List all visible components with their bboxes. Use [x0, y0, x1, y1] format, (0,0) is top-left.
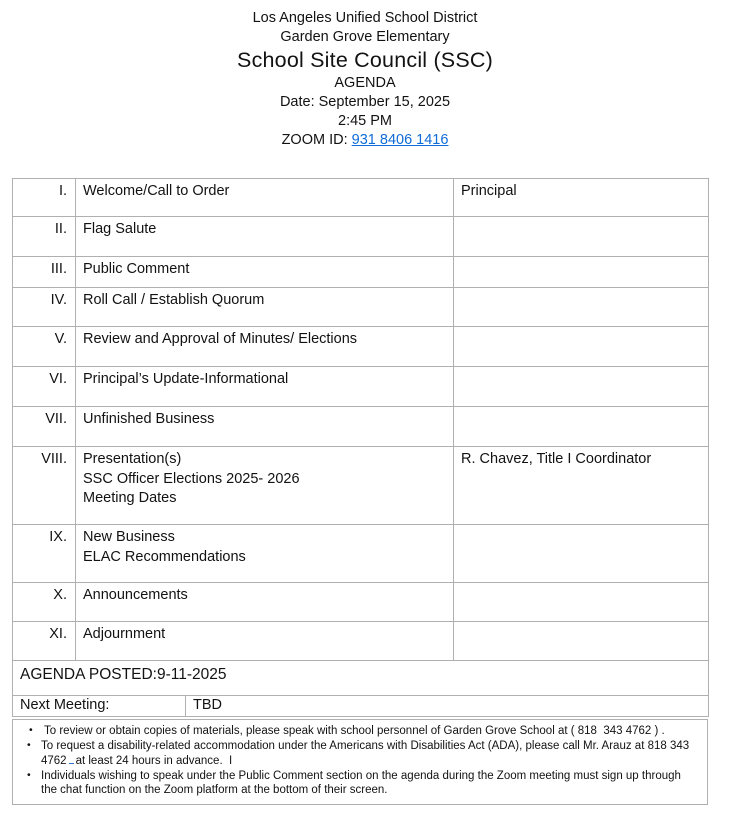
agenda-table	[12, 178, 709, 661]
agenda-footer-table	[12, 660, 709, 717]
agenda-item-presenter: R. Chavez, Title I Coordinator	[454, 447, 709, 525]
agenda-item-title: Roll Call / Establish Quorum	[83, 292, 265, 308]
hyperlink-space-artifact	[69, 753, 74, 764]
table-row	[13, 407, 709, 447]
zoom-id-link[interactable]: 931 8406 1416	[351, 132, 449, 148]
table-row	[13, 327, 709, 367]
note-text: To request a disability-related accommodation under the Americans with Disabilities Act (ADA), please call Mr. Arauz at 818 343 4762	[41, 739, 693, 768]
agenda-item-presenter	[454, 367, 709, 407]
next-meeting-value: TBD	[186, 696, 709, 717]
note-text: Individuals wishing to speak under the Public Comment section on the agenda during the Zoom meeting must sign up through the chat function on the Zoom platform at the bottom of their screen.	[41, 769, 685, 797]
footer-notes-box	[12, 719, 708, 805]
list-item	[13, 724, 707, 739]
document-header	[0, 0, 730, 150]
agenda-item-numeral: V.	[13, 327, 76, 367]
agenda-item-numeral: IX.	[13, 525, 76, 583]
school-name: Garden Grove Elementary	[280, 29, 450, 45]
agenda-item-subline: ELAC Recommendations	[83, 548, 246, 565]
table-row	[13, 525, 709, 583]
agenda-item-title: Public Comment	[83, 261, 190, 277]
note-text: To review or obtain copies of materials, please speak with school personnel of Garden Grove School at ( 818 343 4762 ) .	[44, 725, 665, 737]
agenda-item-title: Principal’s Update-Informational	[83, 371, 289, 387]
agenda-item-title: Unfinished Business	[83, 411, 215, 427]
agenda-item-title: Flag Salute	[83, 221, 157, 237]
agenda-item-numeral: XI.	[13, 622, 76, 661]
agenda-item-presenter	[454, 327, 709, 367]
table-row	[13, 367, 709, 407]
agenda-item-numeral: III.	[13, 257, 76, 288]
agenda-item-numeral: VII.	[13, 407, 76, 447]
district-name: Los Angeles Unified School District	[252, 10, 478, 26]
agenda-item-numeral: II.	[13, 217, 76, 257]
bullet-icon: •	[29, 724, 33, 736]
agenda-item-numeral: I.	[13, 179, 76, 217]
agenda-item-title: Adjournment	[83, 626, 166, 642]
agenda-item-title: Review and Approval of Minutes/ Elections	[83, 331, 358, 347]
agenda-item-subline: Meeting Dates	[83, 490, 177, 506]
table-row	[13, 288, 709, 327]
table-row	[13, 622, 709, 661]
table-row	[13, 661, 709, 696]
table-row	[13, 447, 709, 525]
agenda-posted-date: AGENDA POSTED:9-11-2025	[13, 661, 709, 696]
agenda-item-presenter	[454, 525, 709, 583]
agenda-item-numeral: VI.	[13, 367, 76, 407]
agenda-label: AGENDA	[334, 75, 396, 91]
next-meeting-label: Next Meeting:	[13, 696, 186, 717]
agenda-item-presenter	[454, 257, 709, 288]
table-row	[13, 583, 709, 622]
agenda-item-title: Presentation(s)	[83, 451, 182, 467]
note-text: at least 24 hours in advance. I	[75, 755, 233, 768]
agenda-item-numeral: VIII.	[13, 447, 76, 525]
bullet-icon: •	[27, 738, 31, 751]
list-item	[13, 739, 707, 769]
meeting-time: 2:45 PM	[338, 113, 392, 129]
table-row	[13, 696, 709, 717]
agenda-item-presenter: Principal	[454, 179, 709, 217]
agenda-item-presenter	[454, 288, 709, 327]
agenda-item-presenter	[454, 583, 709, 622]
table-row	[13, 217, 709, 257]
agenda-item-presenter	[454, 217, 709, 257]
agenda-item-title: New Business	[83, 529, 175, 545]
zoom-id-line	[0, 131, 730, 150]
table-row	[13, 257, 709, 288]
agenda-item-numeral: X.	[13, 583, 76, 622]
list-item	[13, 769, 707, 798]
agenda-item-title: Welcome/Call to Order	[83, 183, 230, 199]
agenda-item-subline: SSC Officer Elections 2025- 2026	[83, 470, 300, 487]
agenda-item-presenter	[454, 407, 709, 447]
meeting-date: Date: September 15, 2025	[279, 94, 451, 110]
table-row	[13, 179, 709, 217]
agenda-item-presenter	[454, 622, 709, 661]
agenda-item-title: Announcements	[83, 587, 188, 603]
page-title: School Site Council (SSC)	[237, 48, 493, 72]
bullet-icon: •	[27, 768, 31, 781]
notes-list	[13, 724, 707, 798]
zoom-id-label: ZOOM ID:	[281, 132, 352, 148]
agenda-item-numeral: IV.	[13, 288, 76, 327]
